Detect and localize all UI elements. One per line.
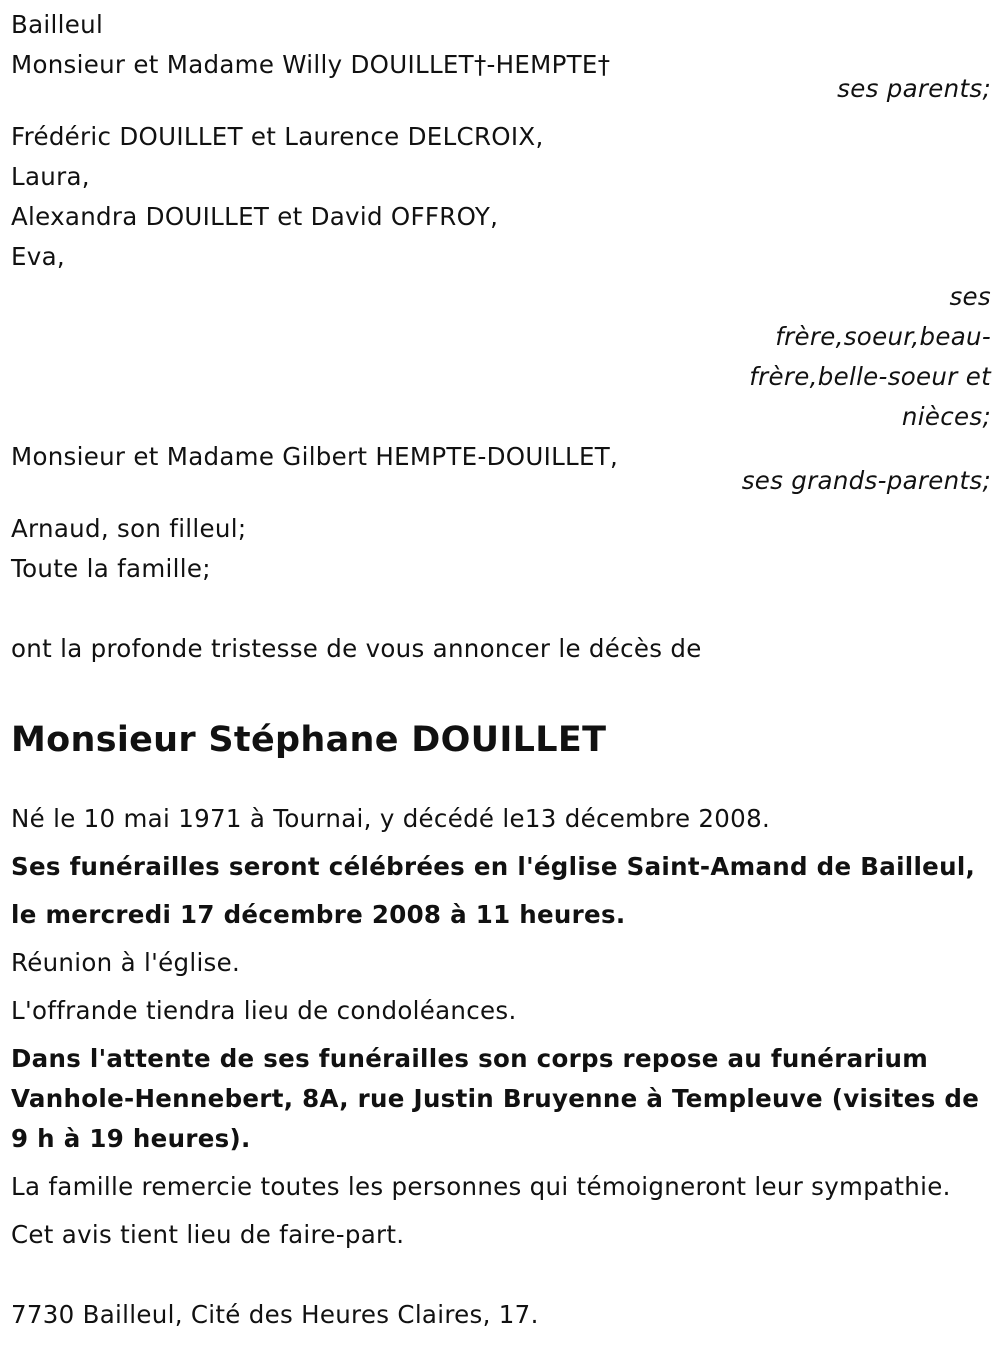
sibling-line: Eva,: [11, 242, 65, 271]
family-line: Toute la famille;: [11, 554, 211, 583]
sibling-line: Alexandra DOUILLET et David OFFROY,: [11, 202, 499, 231]
grandparents-name: Monsieur et Madame Gilbert HEMPTE-DOUILLET,: [11, 442, 619, 471]
notice: Cet avis tient lieu de faire-part.: [11, 1220, 405, 1249]
siblings-role-line: ses: [949, 282, 991, 311]
funeral-line-1: Ses funérailles seront célébrées en l'église Saint-Amand de Bailleul,: [11, 852, 976, 881]
sibling-line: Frédéric DOUILLET et Laurence DELCROIX,: [11, 122, 544, 151]
obituary-notice: [11, 5, 991, 1335]
siblings-role: [11, 277, 991, 437]
godson-line: Arnaud, son filleul;: [11, 514, 247, 543]
grandparents-role: ses grands-parents;: [741, 466, 991, 495]
parents-name: Monsieur et Madame Willy DOUILLET†-HEMPTE†: [11, 50, 611, 79]
siblings-role-line: frère,soeur,beau-: [775, 322, 991, 351]
siblings-role-line: frère,belle-soeur et: [749, 362, 991, 391]
thanks: La famille remercie toutes les personnes qui témoigneront leur sympathie.: [11, 1172, 951, 1201]
offering: L'offrande tiendra lieu de condoléances.: [11, 996, 517, 1025]
parents-role: ses parents;: [837, 74, 991, 103]
meeting: Réunion à l'église.: [11, 948, 241, 977]
announcement: ont la profonde tristesse de vous annoncer le décès de: [11, 634, 702, 663]
town: Bailleul: [11, 10, 104, 39]
birth-death: Né le 10 mai 1971 à Tournai, y décédé le13 décembre 2008.: [11, 804, 771, 833]
siblings-role-line: nièces;: [901, 402, 991, 431]
address: 7730 Bailleul, Cité des Heures Claires, 17.: [11, 1300, 539, 1329]
funerarium: Dans l'attente de ses funérailles son corps repose au funérarium Vanhole-Hennebert, 8A, rue Justin Bruyenne à Templeuve (visites de 9 h à 19 heures).: [11, 1044, 980, 1153]
deceased-name: Monsieur Stéphane DOUILLET: [11, 720, 607, 760]
sibling-line: Laura,: [11, 162, 90, 191]
funeral-line-2: le mercredi 17 décembre 2008 à 11 heures.: [11, 900, 626, 929]
